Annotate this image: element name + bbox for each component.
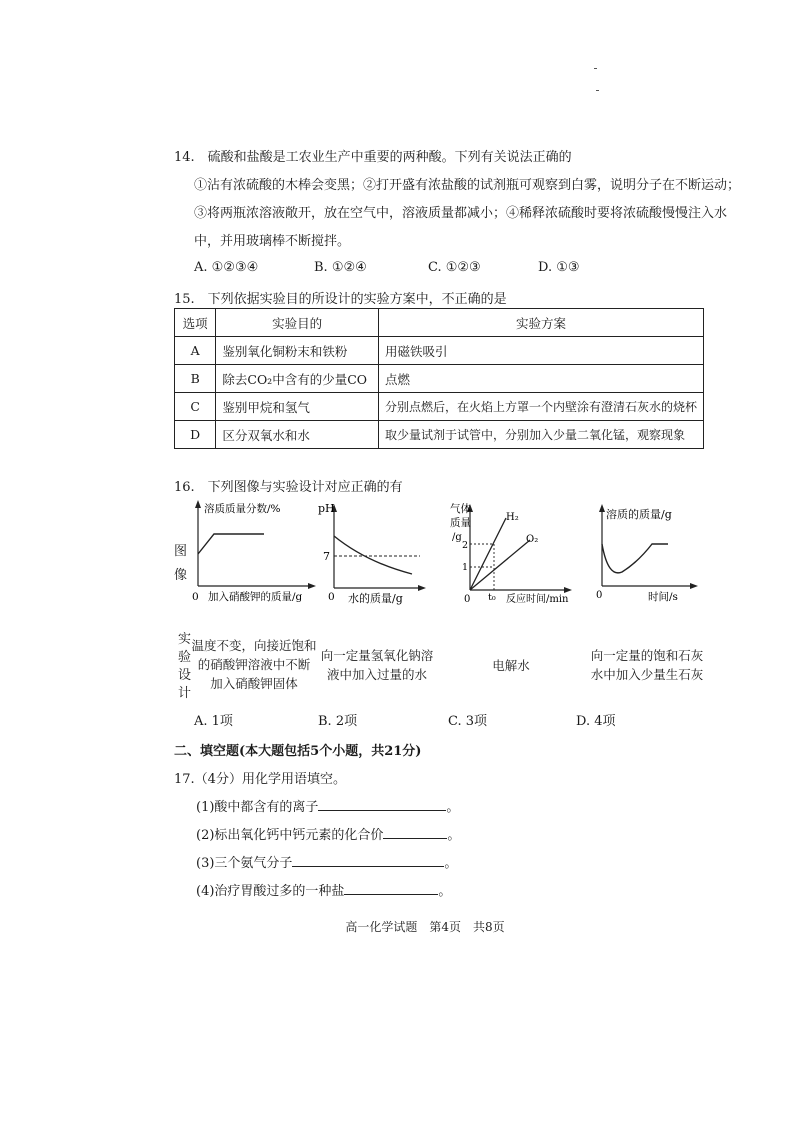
- row-label-image-1: 图: [174, 544, 188, 559]
- row-plan: 取少量试剂于试管中，分别加入少量二氧化锰，观察现象: [378, 421, 703, 449]
- q17-item-2-period: 。: [447, 828, 461, 843]
- graph-1: [188, 496, 318, 608]
- graph1-ylabel: 溶质质量分数/%: [204, 503, 281, 515]
- table-row: [175, 365, 704, 393]
- table-row: [175, 421, 704, 449]
- q17-blank-1[interactable]: [318, 798, 446, 811]
- design-1: [190, 636, 318, 693]
- row-option: D: [175, 421, 216, 449]
- row-purpose: 鉴别氧化铜粉末和铁粉: [216, 337, 379, 365]
- q17-item-3-period: 。: [444, 856, 458, 871]
- q16-stem: 16. 下列图像与实验设计对应正确的有: [174, 480, 403, 495]
- q14-option-c: C. ①②③: [428, 260, 481, 275]
- graph4-origin: 0: [596, 590, 603, 601]
- graph3-label-h2: H₂: [506, 512, 519, 523]
- page-footer: 高一化学试题 第4页 共8页: [345, 920, 505, 934]
- section-2-title: 二、填空题(本大题包括5个小题，共21分): [174, 744, 422, 759]
- q17-item-4-text: (4)治疗胃酸过多的一种盐: [196, 884, 345, 899]
- q17-item-1: [196, 796, 459, 815]
- q17-item-2-text: (2)标出氧化钙中钙元素的化合价: [196, 828, 384, 843]
- graph2-ylabel: pH: [318, 502, 335, 515]
- experiment-table: [174, 308, 704, 449]
- q16-option-c: C. 3项: [448, 714, 488, 729]
- graph4-x-arrow: [690, 583, 698, 589]
- row-label-design-2: 验: [178, 650, 192, 665]
- q17-item-3-text: (3)三个氨气分子: [196, 856, 293, 871]
- q17-blank-2[interactable]: [383, 826, 447, 839]
- graph3-ylabel-3: /g: [452, 532, 462, 543]
- q17-blank-3[interactable]: [292, 854, 444, 867]
- q14-line1: ①沾有浓硫酸的木棒会变黑；②打开盛有浓盐酸的试剂瓶可观察到白雾，说明分子在不断运动；: [194, 178, 741, 193]
- graph2-curve: [334, 536, 412, 574]
- table-header-row: [175, 309, 704, 337]
- q17-item-4-period: 。: [438, 884, 452, 899]
- graph2-xlabel: 水的质量/g: [348, 592, 403, 605]
- graph3-line-h2: [470, 518, 506, 590]
- header-option: 选项: [175, 309, 216, 337]
- design-4: [580, 646, 714, 684]
- graph3-ylabel-1: 气体: [450, 503, 471, 515]
- design-2: [314, 646, 440, 684]
- q17-blank-4[interactable]: [344, 882, 438, 895]
- row-option: B: [175, 365, 216, 393]
- row-plan: 用磁铁吸引: [378, 337, 703, 365]
- graph3-ylabel-2: 质量: [450, 517, 471, 529]
- graph-4: [590, 498, 704, 610]
- design-1-line3: 加入硝酸钾固体: [210, 676, 298, 691]
- design-1-line1: 温度不变，向接近饱和: [191, 638, 317, 653]
- graph3-line-o2: [470, 540, 530, 590]
- q17-item-3: [196, 852, 457, 871]
- design-4-line1: 向一定量的饱和石灰: [590, 648, 704, 663]
- graph2-x-arrow: [418, 585, 426, 591]
- q14-stem: 14. 硫酸和盐酸是工农业生产中重要的两种酸。下列有关说法正确的: [174, 150, 572, 165]
- graph4-y-arrow: [599, 504, 605, 512]
- graph4-curve: [602, 544, 668, 573]
- graph-3: [448, 498, 576, 610]
- q16-option-b: B. 2项: [318, 714, 358, 729]
- row-label-design-4: 计: [178, 686, 192, 701]
- scan-speck: [594, 68, 597, 69]
- q16-option-a: A. 1项: [194, 714, 233, 729]
- q14-option-b: B. ①②④: [314, 260, 367, 275]
- design-4-line2: 水中加入少量生石灰: [590, 667, 704, 682]
- graph3-origin: 0: [464, 594, 471, 605]
- row-purpose: 鉴别甲烷和氢气: [216, 393, 379, 421]
- design-3-line1: 电解水: [492, 658, 530, 673]
- design-3: [456, 656, 566, 675]
- row-plan: 点燃: [378, 365, 703, 393]
- graph1-curve: [198, 534, 264, 554]
- graph-2: [316, 496, 428, 608]
- q14-option-d: D. ①③: [538, 260, 580, 275]
- graph1-x-arrow: [308, 583, 316, 589]
- q15-stem: 15. 下列依据实验目的所设计的实验方案中，不正确的是: [174, 292, 507, 307]
- graph2-tick-7: 7: [323, 550, 330, 563]
- row-plan: 分别点燃后，在火焰上方罩一个内壁涂有澄清石灰水的烧杯: [378, 393, 703, 421]
- row-label-design-3: 设: [178, 668, 192, 683]
- graph1-xlabel: 加入硝酸钾的质量/g: [208, 591, 303, 603]
- graph1-origin: 0: [192, 591, 199, 603]
- scan-speck: [596, 90, 599, 91]
- table-row: [175, 337, 704, 365]
- design-2-line2: 液中加入过量的水: [326, 667, 427, 682]
- table-row: [175, 393, 704, 421]
- graph4-ylabel: 溶质的质量/g: [606, 508, 672, 521]
- graph4-xlabel: 时间/s: [648, 591, 678, 603]
- graph2-origin: 0: [328, 591, 335, 603]
- row-purpose: 区分双氧水和水: [216, 421, 379, 449]
- q17-item-4: [196, 880, 451, 899]
- row-label-image-2: 像: [174, 568, 188, 583]
- q17-item-2: [196, 824, 460, 843]
- graph1-y-arrow: [195, 500, 201, 508]
- row-purpose: 除去CO₂中含有的少量CO: [216, 365, 379, 393]
- q17-item-1-text: (1)酸中都含有的离子: [196, 800, 319, 815]
- header-plan: 实验方案: [378, 309, 703, 337]
- q17-item-1-period: 。: [446, 800, 460, 815]
- graph3-tick-1: 1: [462, 562, 469, 573]
- row-option: A: [175, 337, 216, 365]
- q17-stem: 17.（4分）用化学用语填空。: [174, 772, 346, 787]
- graph3-tick-2: 2: [462, 540, 469, 551]
- design-2-line1: 向一定量氢氧化钠溶: [320, 648, 434, 663]
- graph3-label-o2: O₂: [526, 534, 539, 545]
- design-1-line2: 的硝酸钾溶液中不断: [197, 657, 311, 672]
- q14-line3: 中，并用玻璃棒不断搅拌。: [194, 234, 351, 249]
- q14-option-a: A. ①②③④: [194, 260, 259, 275]
- header-purpose: 实验目的: [216, 309, 379, 337]
- row-option: C: [175, 393, 216, 421]
- q16-option-d: D. 4项: [576, 714, 616, 729]
- graph3-x-arrow: [564, 587, 572, 593]
- q14-line2: ③将两瓶浓溶液敞开，放在空气中，溶液质量都减小；④稀释浓硫酸时要将浓硫酸慢慢注入水: [194, 206, 728, 221]
- row-label-design-1: 实: [178, 632, 192, 647]
- graph3-xtick: t₀: [488, 592, 496, 603]
- graph3-xlabel: 反应时间/min: [506, 594, 569, 605]
